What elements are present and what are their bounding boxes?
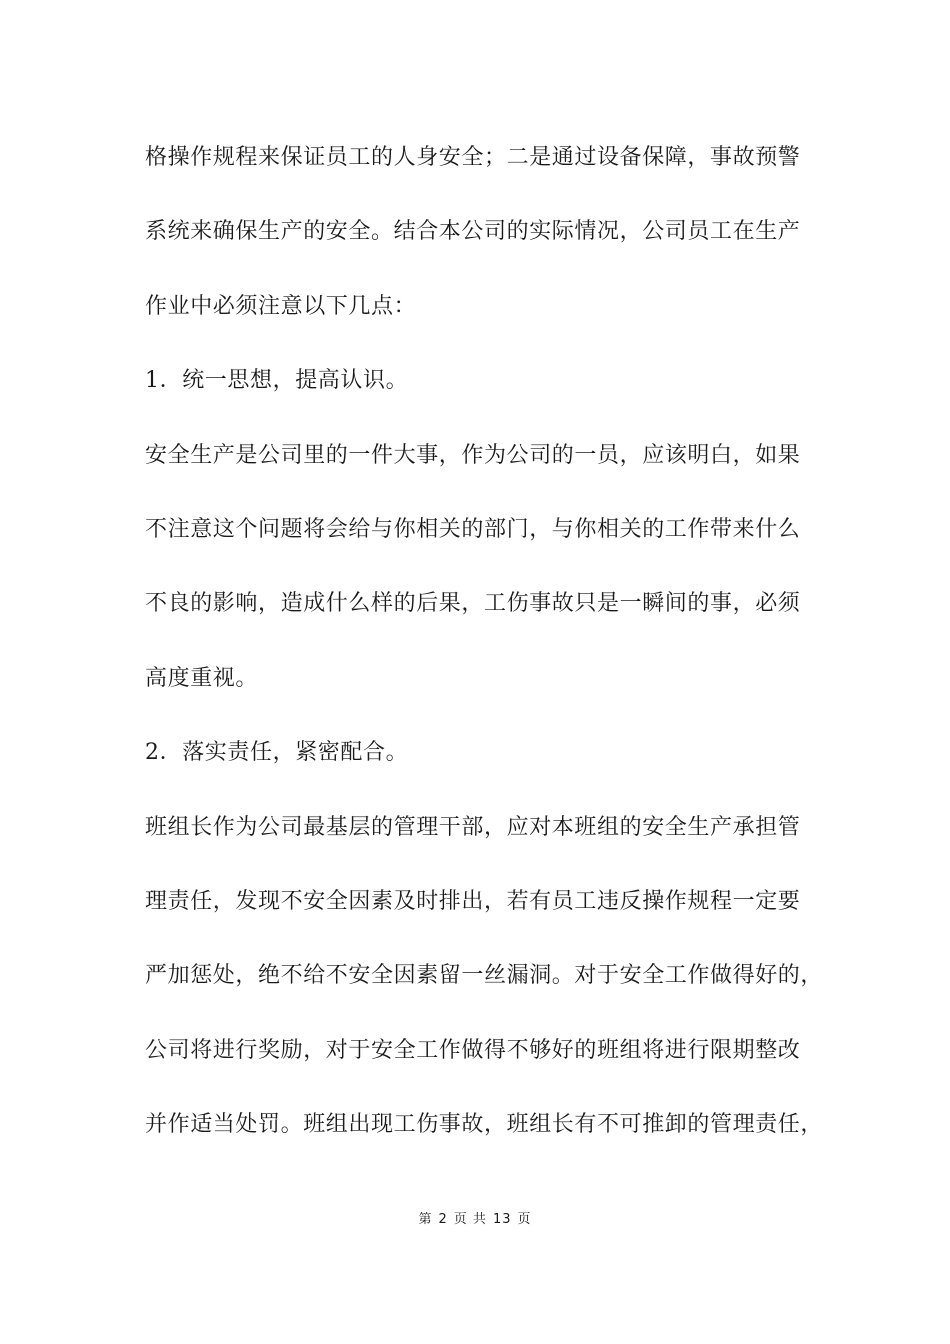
section-heading-1: 1．统一思想，提高认识。 [145, 368, 409, 394]
footer-prefix: 第 [418, 1212, 433, 1227]
text-line-6: 不注意这个问题将会给与你相关的部门，与你相关的工作带来什么 [145, 516, 801, 542]
text-line-1: 格操作规程来保证员工的人身安全；二是通过设备保障，事故预警 [145, 145, 801, 170]
text-line-3: 作业中必须注意以下几点： [145, 293, 417, 319]
text-line-12: 严加惩处，绝不给不安全因素留一丝漏洞。对于安全工作做得好的， [145, 963, 824, 989]
text-line-5: 安全生产是公司里的一件大事，作为公司的一员，应该明白，如果 [145, 442, 801, 468]
total-pages-number: 13 [492, 1212, 512, 1227]
text-line-13: 公司将进行奖励，对于安全工作做得不够好的班组将进行限期整改 [145, 1037, 801, 1063]
current-page-number: 2 [438, 1212, 448, 1227]
text-line-7: 不良的影响，造成什么样的后果，工伤事故只是一瞬间的事，必须 [145, 591, 801, 617]
footer-middle: 页 共 [453, 1212, 487, 1227]
text-line-14: 并作适当处罚。班组出现工伤事故，班组长有不可推卸的管理责任， [145, 1112, 824, 1138]
text-line-8: 高度重视。 [145, 665, 259, 691]
page-footer [0, 1208, 950, 1227]
text-line-11: 理责任，发现不安全因素及时排出，若有员工违反操作规程一定要 [145, 888, 801, 914]
section-heading-2: 2．落实责任，紧密配合。 [145, 740, 409, 766]
text-line-10: 班组长作为公司最基层的管理干部，应对本班组的安全生产承担管 [145, 814, 801, 840]
text-line-2: 系统来确保生产的安全。结合本公司的实际情况，公司员工在生产 [145, 219, 801, 245]
footer-suffix: 页 [517, 1212, 532, 1227]
body-text [145, 137, 825, 1178]
